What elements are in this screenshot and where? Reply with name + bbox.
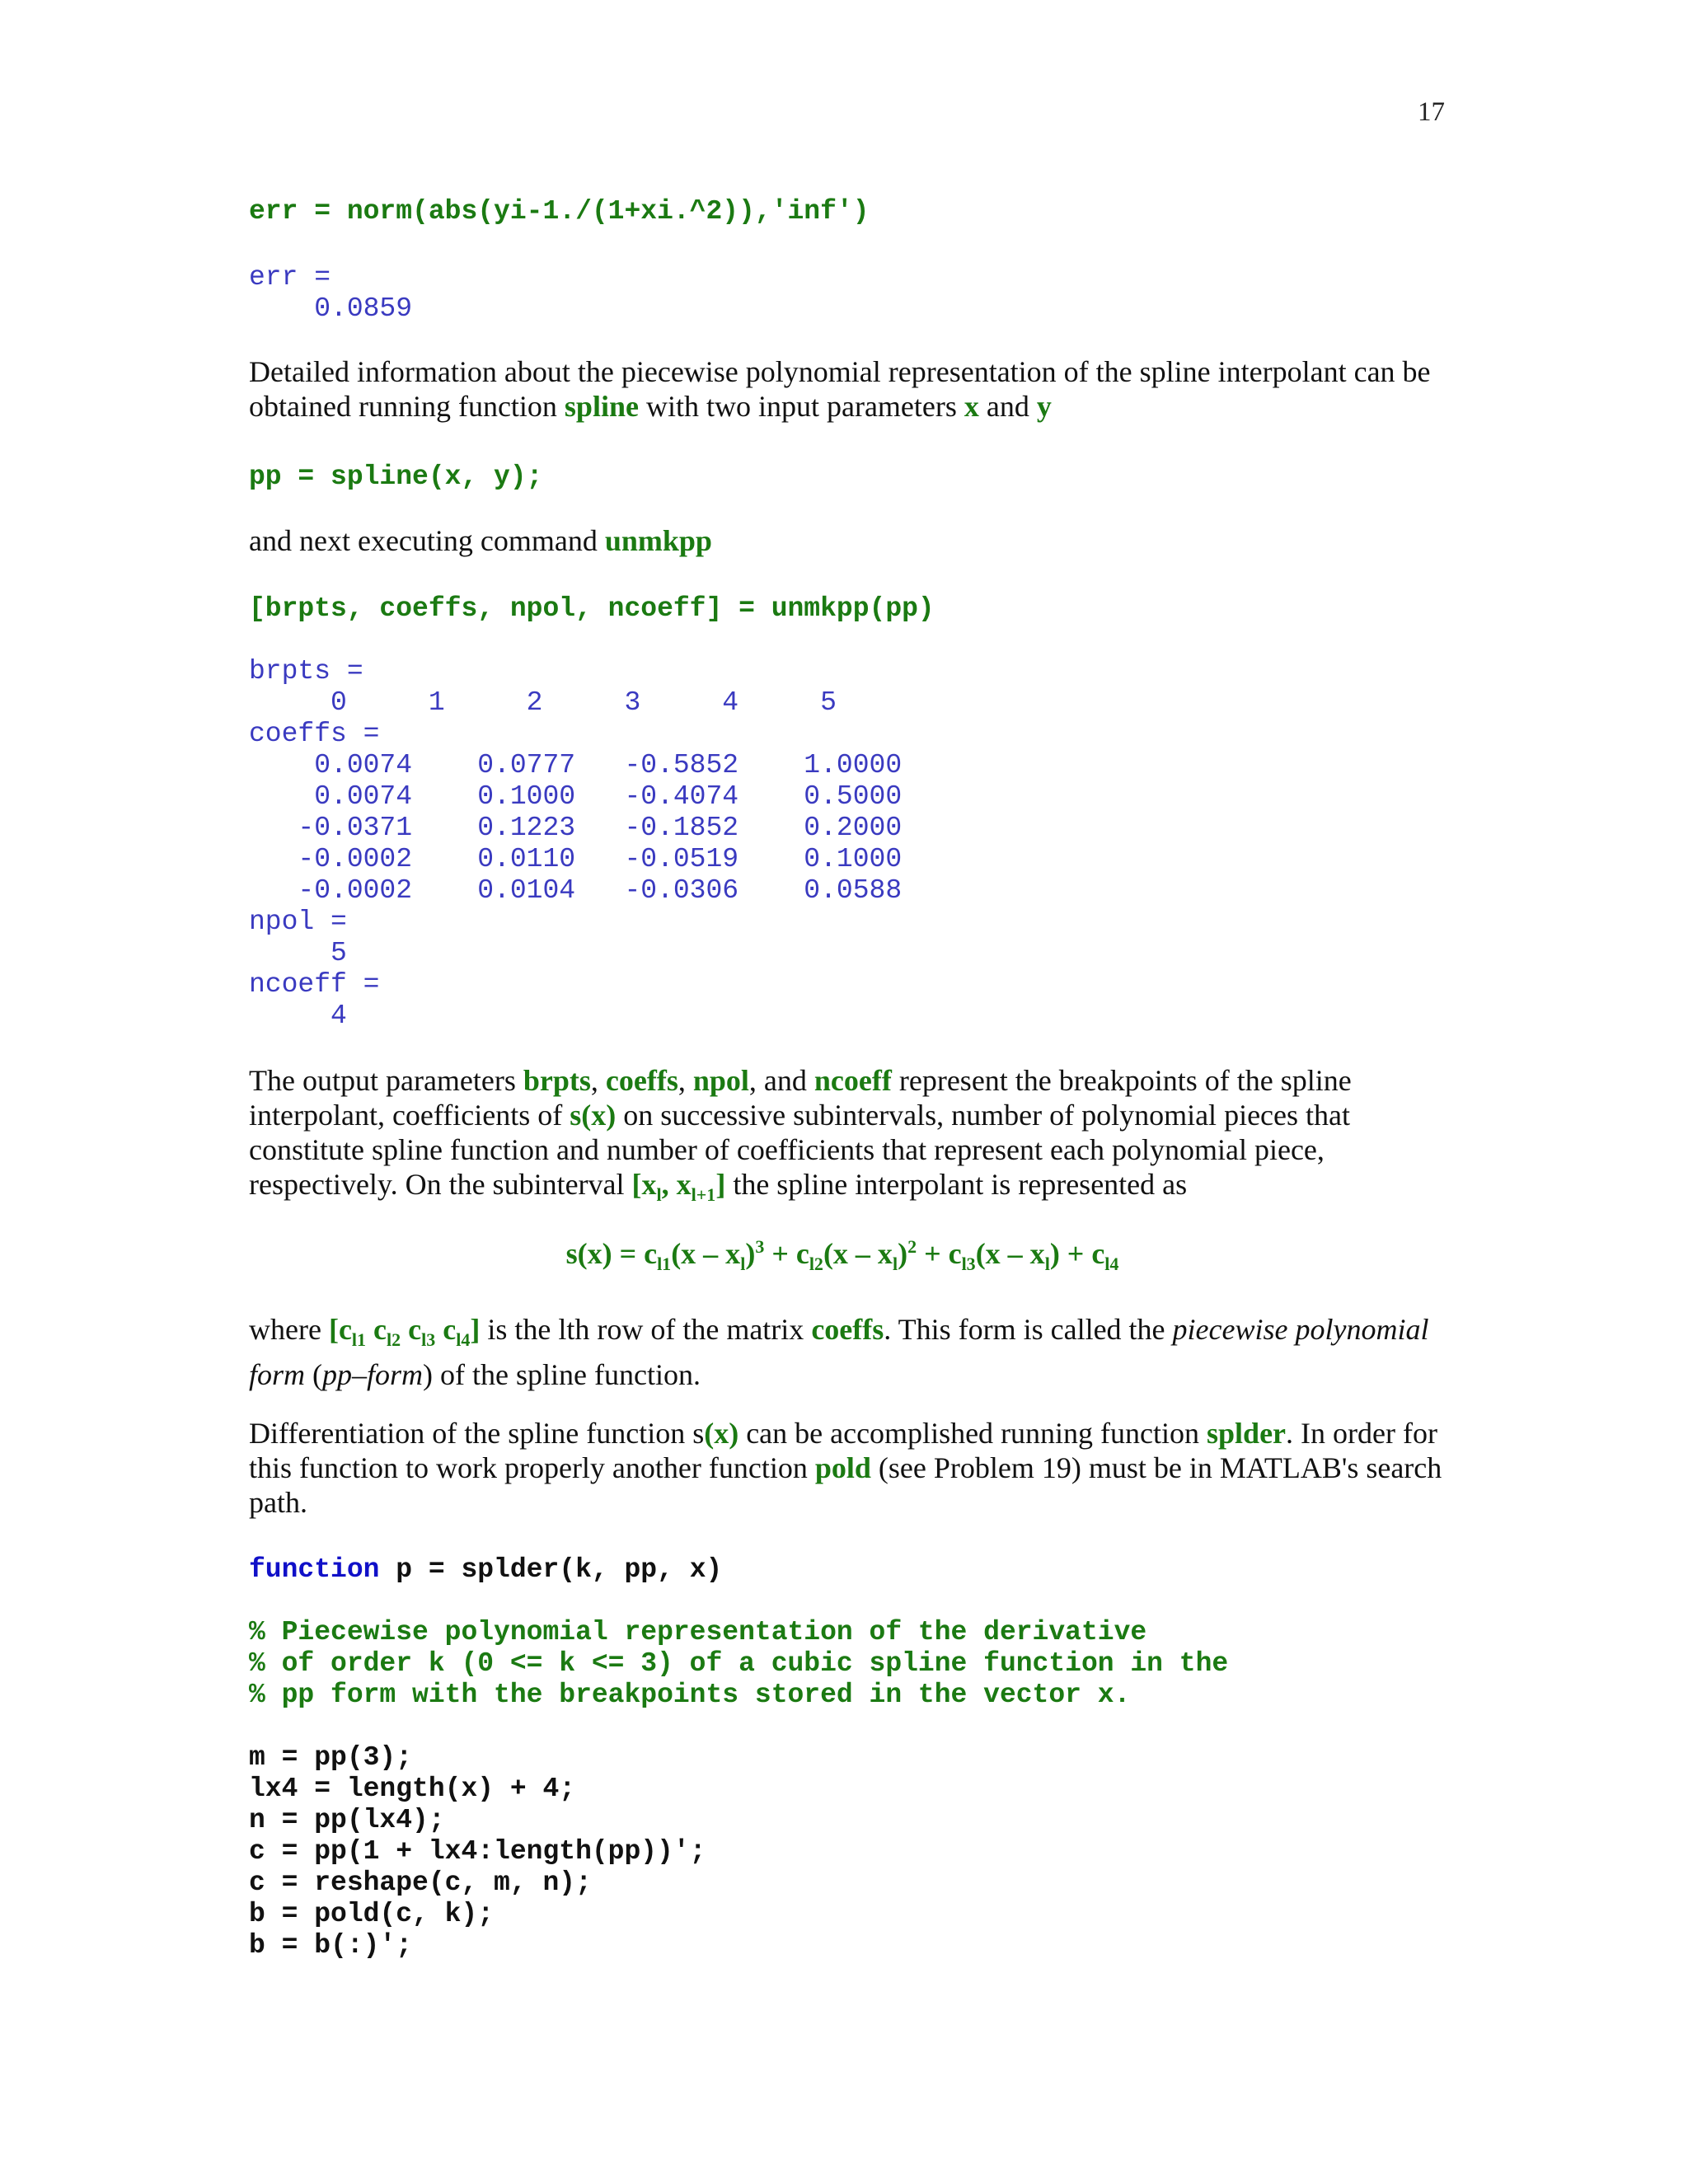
text: . This form is called the bbox=[884, 1313, 1173, 1346]
text: (see Problem 19) must be in MATLAB's search path. bbox=[249, 1451, 1442, 1519]
code-comments: % Piecewise polynomial representation of the derivative % of order k (0 <= k <= 3) of a cubic spline function in the % pp form with the breakpoints stored in the vector x. bbox=[249, 1617, 1229, 1710]
interval-notation: [$x_l$, $x_{l+1}$] bbox=[631, 1168, 726, 1206]
paragraph-unmkpp bbox=[249, 523, 712, 558]
text: Detailed information about the piecewise polynomial representation of the spline interpolant can be obtained running function bbox=[249, 355, 1431, 423]
text: . In order for this function to work properly another function bbox=[249, 1417, 1437, 1484]
italic-term: piecewise polynomial form bbox=[249, 1313, 1429, 1392]
text: with two input parameters bbox=[638, 390, 964, 423]
keyword-sx: (x) bbox=[704, 1417, 739, 1450]
paragraph-pp-form bbox=[249, 1312, 1444, 1392]
text: and bbox=[978, 390, 1037, 423]
text: The output parameters bbox=[249, 1064, 523, 1097]
text: ) of the spline function. bbox=[423, 1358, 701, 1392]
text: the spline interpolant is represented as bbox=[725, 1168, 1188, 1201]
text: can be accomplished running function bbox=[738, 1417, 1207, 1450]
keyword-coeffs: coeffs bbox=[811, 1313, 884, 1346]
paragraph-differentiation bbox=[249, 1416, 1444, 1520]
output-err: err = 0.0859 bbox=[249, 262, 413, 324]
keyword-spline: spline bbox=[564, 390, 639, 423]
text: , bbox=[678, 1064, 693, 1097]
paragraph-output-parameters bbox=[249, 1063, 1444, 1212]
keyword-ncoeff: ncoeff bbox=[814, 1064, 892, 1097]
text: on successive subintervals, number of polynomial pieces that constitute spline function and number of coefficients that represent each polynomial piece, respectively. On the subinterval bbox=[249, 1099, 1350, 1201]
command-err: err = norm(abs(yi-1./(1+xi.^2)),'inf') bbox=[249, 196, 870, 227]
text: is the lth row of the matrix bbox=[480, 1313, 812, 1346]
text: , and bbox=[748, 1064, 814, 1097]
paragraph-spline-intro bbox=[249, 354, 1436, 424]
keyword-unmkpp: unmkpp bbox=[604, 524, 712, 557]
keyword-function: function bbox=[249, 1554, 380, 1585]
function-signature bbox=[249, 1554, 722, 1586]
keyword-coeffs: coeffs bbox=[605, 1064, 678, 1097]
keyword-x: x bbox=[964, 390, 979, 423]
text: ( bbox=[305, 1358, 323, 1392]
text: Differentiation of the spline function s bbox=[249, 1417, 705, 1450]
keyword-npol: npol bbox=[692, 1064, 749, 1097]
keyword-brpts: brpts bbox=[523, 1064, 591, 1097]
text: represent the breakpoints of the spline interpolant, coefficients of bbox=[249, 1064, 1352, 1132]
text: and next executing command bbox=[249, 524, 605, 557]
keyword-splder: splder bbox=[1207, 1417, 1287, 1450]
command-pp: pp = spline(x, y); bbox=[249, 462, 543, 492]
output-unmkpp: brpts = 0 1 2 3 4 5 coeffs = 0.0074 0.0777 -0.5852 1.0000 0.0074 0.1000 -0.4074 0.5000 -0.0371 0.1223 -0.1852 0.2000 -0.0002 0.0110 -0.0519 0.1000 -0.0002 0.0104 -0.0306 0.0588 npol = 5 ncoeff = 4 bbox=[249, 656, 903, 1031]
keyword-pold: pold bbox=[814, 1451, 871, 1484]
command-unmkpp: [brpts, coeffs, npol, ncoeff] = unmkpp(pp) bbox=[249, 593, 935, 624]
keyword-sx: s(x) bbox=[570, 1099, 617, 1132]
text: where bbox=[249, 1313, 329, 1346]
italic-term: pp–form bbox=[322, 1358, 424, 1392]
page-number: 17 bbox=[1418, 97, 1445, 127]
spline-equation: $s(x) = c_{l1}(x - x_l)^3 + c_{l2}(x - x_l)^2 + c_{l3}(x - x_l) + c_{l4}$ bbox=[565, 1236, 1119, 1275]
code-body: m = pp(3); lx4 = length(x) + 4; n = pp(lx4); c = pp(1 + lx4:length(pp))'; c = reshape(c, m, n); b = pold(c, k); b = b(:)'; bbox=[249, 1742, 706, 1961]
keyword-y: y bbox=[1036, 390, 1052, 423]
text: , bbox=[590, 1064, 606, 1097]
signature-text: p = splder(k, pp, x) bbox=[379, 1554, 723, 1585]
coefficient-vector: [$c_{l1}$ $c_{l2}$ $c_{l3}$ $c_{l4}$] bbox=[328, 1313, 481, 1351]
